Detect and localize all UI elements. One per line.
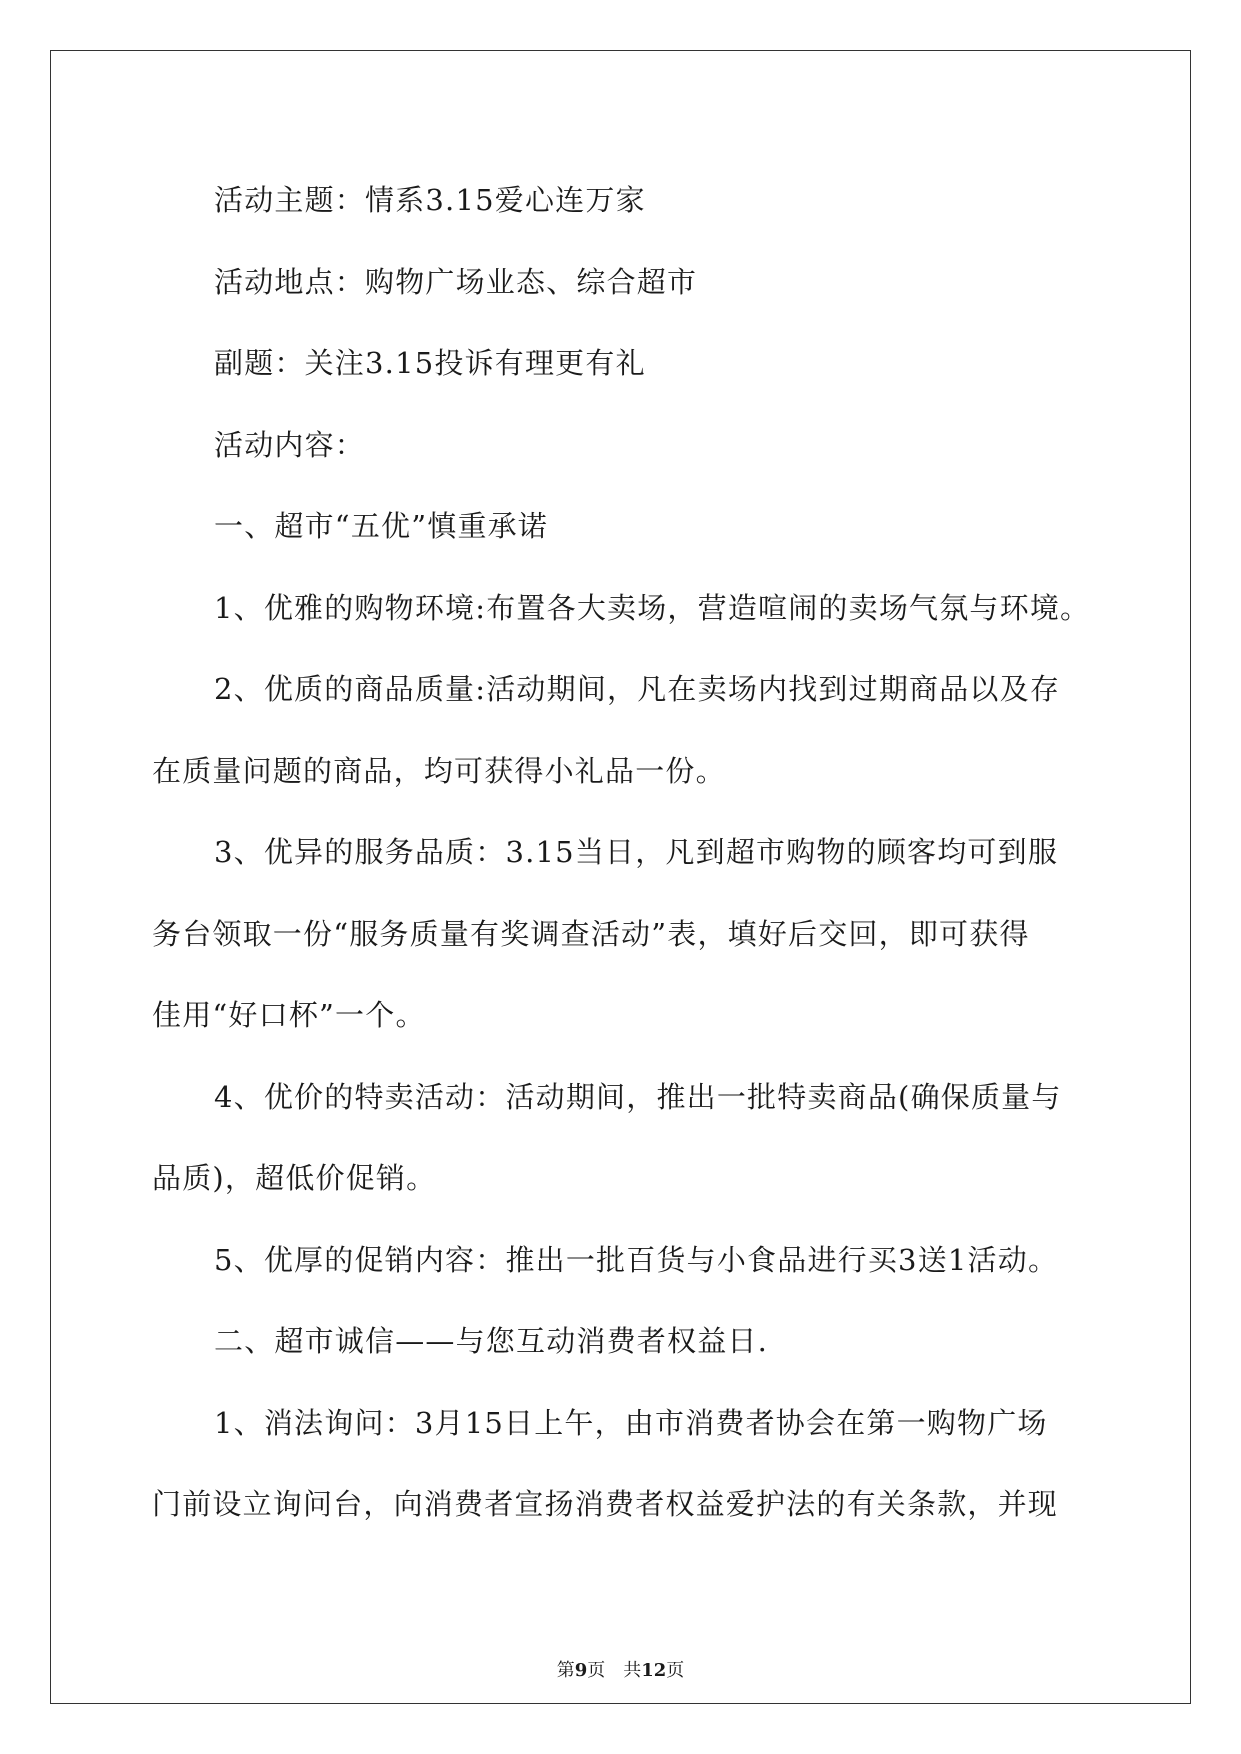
paragraph-item-1: 1、优雅的购物环境:布置各大卖场，营造喧闹的卖场气氛与环境。: [214, 590, 1091, 625]
paragraph-item-2: 2、优质的商品质量:活动期间，凡在卖场内找到过期商品以及存: [214, 672, 1061, 706]
section-one-heading: 一、超市“五优”慎重承诺: [214, 509, 549, 543]
paragraph-item-3-cont-2: 佳用“好口杯”一个。: [152, 998, 426, 1032]
total-prefix: 共: [623, 1660, 642, 1681]
activity-location-line: 活动地点：购物广场业态、综合超市: [214, 264, 698, 299]
paragraph-section-two-item-1: 1、消法询问：3月15日上午，由市消费者协会在第一购物广场: [214, 1405, 1048, 1440]
page-footer: [0, 1660, 1241, 1682]
activity-content-heading: 活动内容：: [214, 427, 366, 462]
paragraph-item-2-cont: 在质量问题的商品，均可获得小礼品一份。: [152, 753, 726, 788]
paragraph-item-3-cont: 务台领取一份“服务质量有奖调查活动”表，填好后交回，即可获得: [152, 916, 1030, 951]
page-prefix: 第: [556, 1660, 575, 1681]
subtitle-line: 副题：关注3.15投诉有理更有礼: [214, 346, 646, 380]
section-two-heading: 二、超市诚信——与您互动消费者权益日.: [214, 1324, 769, 1358]
current-page-number: 9: [574, 1660, 588, 1681]
activity-theme-line: 活动主题：情系3.15爱心连万家: [214, 183, 646, 217]
page-suffix: 页: [587, 1660, 606, 1681]
paragraph-item-3: 3、优异的服务品质：3.15当日，凡到超市购物的顾客均可到服: [214, 835, 1059, 869]
total-pages-number: 12: [641, 1660, 667, 1681]
paragraph-item-4: 4、优价的特卖活动：活动期间，推出一批特卖商品(确保质量与: [214, 1079, 1062, 1114]
paragraph-section-two-item-1-cont: 门前设立询问台，向消费者宣扬消费者权益爱护法的有关条款，并现: [152, 1487, 1059, 1521]
paragraph-item-4-cont: 品质)，超低价促销。: [152, 1161, 437, 1195]
total-suffix: 页: [666, 1660, 685, 1681]
document-body: [152, 160, 1092, 1546]
paragraph-item-5: 5、优厚的促销内容：推出一批百货与小食品进行买3送1活动。: [214, 1242, 1059, 1277]
